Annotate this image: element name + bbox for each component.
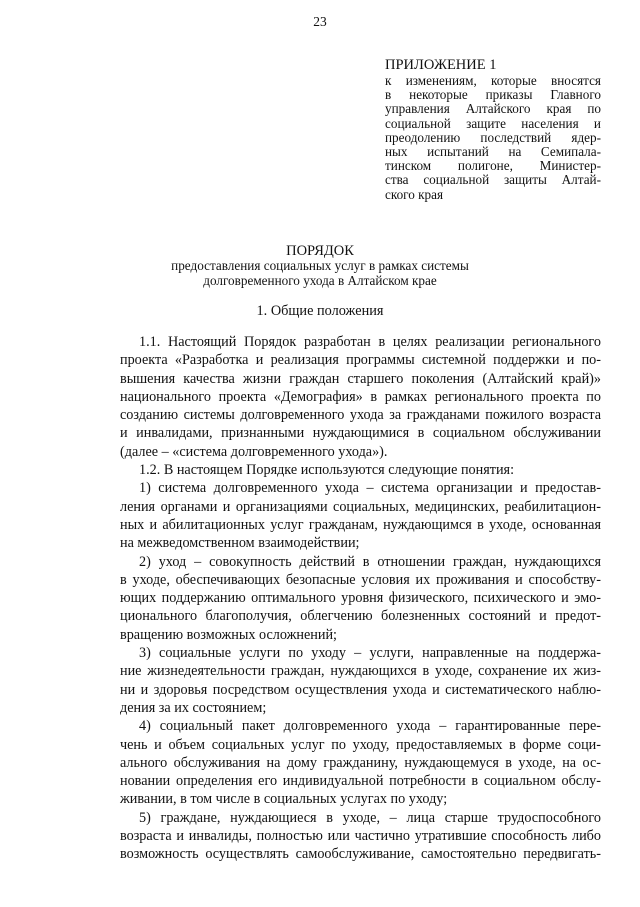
appendix-note-line: к изменениям, которые вносятся <box>385 73 601 88</box>
body-line: дения за их состоянием; <box>120 699 267 716</box>
document-body <box>120 333 601 864</box>
body-line: 1.1. Настоящий Порядок разработан в целях реализации регионального <box>139 334 601 350</box>
body-line: ние жизнедеятельности граждан, нуждающихся в уходе, сохранение их жиз- <box>120 663 601 680</box>
body-line: вращению возможных осложнений; <box>120 626 338 643</box>
body-line: возможность осуществлять самообслуживание, самостоятельно передвигать- <box>120 846 601 863</box>
document-subtitle-line: предоставления социальных услуг в рамках системы <box>171 258 469 273</box>
body-line: возраста и инвалиды, полностью или частично утратившие способность либо <box>120 828 601 845</box>
appendix-note-line: преодолению последствий ядер- <box>385 129 601 145</box>
body-line: ных и абилитационных услуг гражданам, нуждающимся в уходе, основанная <box>120 516 601 533</box>
body-line: ционального благополучия, облегчению болезненных состояний и предот- <box>120 608 601 625</box>
body-line: 4) социальный пакет долговременного ухода – гарантированные пере- <box>139 718 601 735</box>
body-line: на межведомственном взаимодействии; <box>120 535 360 552</box>
body-line: созданию системы долговременного ухода за гражданами пожилого возраста <box>120 407 601 424</box>
body-line: 5) граждане, нуждающиеся в уходе, – лица старше трудоспособного <box>139 809 601 826</box>
body-line: 3) социальные услуги по уходу – услуги, направленные на поддержа- <box>139 645 601 662</box>
body-line: вышения качества жизни граждан старшего поколения (Алтайский край)» <box>120 370 601 387</box>
body-line: чень и объем социальных услуг по уходу, предоставляемых в форме соци- <box>120 736 601 753</box>
body-line: (далее – «система долговременного ухода»). <box>120 443 388 460</box>
section-heading: 1. Общие положения <box>256 303 384 319</box>
document-title: ПОРЯДОК <box>286 243 354 259</box>
appendix-note-line: ных испытаний на Семипала- <box>385 144 601 160</box>
body-line: ления органами и организациями социальных, медицинских, реабилитацион- <box>120 498 601 515</box>
body-line: и инвалидами, признанными нуждающимися в социальном обслуживании <box>120 425 601 442</box>
document-subtitle-line: долговременного ухода в Алтайском крае <box>203 272 437 288</box>
body-line: живании, в том числе в социальных услугах по уходу; <box>120 791 448 808</box>
appendix-note-line: в некоторые приказы Главного <box>385 87 601 103</box>
appendix-note-line: тинском полигоне, Министер- <box>385 158 601 174</box>
body-line: 1) система долговременного ухода – система организации и предостав- <box>139 480 601 497</box>
appendix-note-line: ского края <box>385 186 444 202</box>
body-line: ющих поддержанию оптимального уровня физического, психического и эмо- <box>120 590 601 607</box>
body-line: национального проекта «Демография» в рамках регионального проекта по <box>120 388 601 405</box>
appendix-note-line: социальной защите населения и <box>385 115 601 131</box>
appendix-title: ПРИЛОЖЕНИЕ 1 <box>385 57 497 73</box>
body-line: 2) уход – совокупность действий в отношении граждан, нуждающихся <box>139 553 601 570</box>
appendix-note-line: ства социальной защиты Алтай- <box>385 172 601 188</box>
appendix-block <box>385 57 601 202</box>
body-line: проекта «Разработка и реализация программы системной поддержки и по- <box>120 352 601 369</box>
body-line: ального обслуживания на дому гражданину, нуждающемуся в уходе, на ос- <box>120 754 601 771</box>
body-line: новании определения его индивидуальной потребности в социальном обслу- <box>120 773 601 790</box>
body-line: 1.2. В настоящем Порядке используются следующие понятия: <box>139 462 515 479</box>
body-line: ни и здоровья посредством осуществления ухода и систематического наблю- <box>120 681 601 698</box>
appendix-note-line: управления Алтайского края по <box>385 101 601 117</box>
body-line: в уходе, обеспечивающих безопасные условия их проживания и способству- <box>120 571 601 588</box>
appendix-note <box>385 74 601 202</box>
document-subtitle <box>0 259 640 288</box>
page-number: 23 <box>313 14 327 29</box>
